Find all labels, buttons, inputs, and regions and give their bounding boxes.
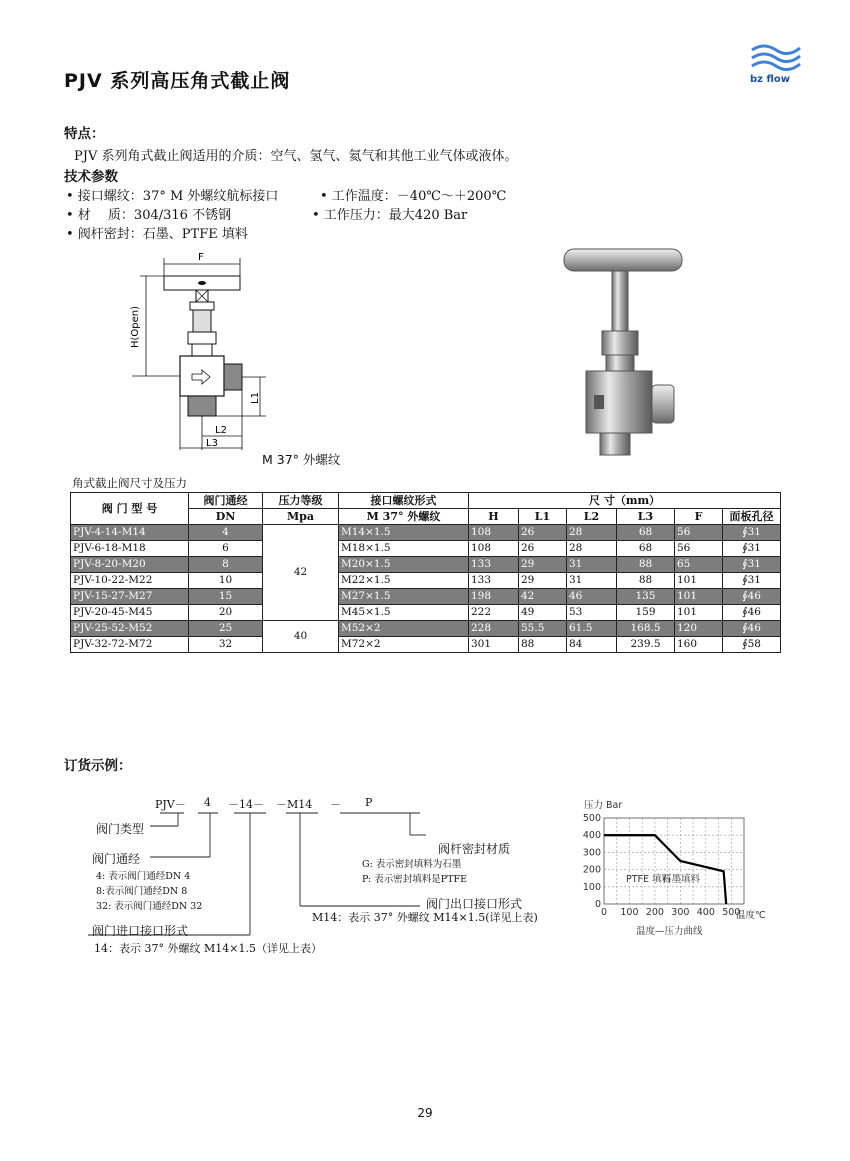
chart-xlabel: 温度℃ [736,910,766,921]
th-l3: L3 [617,509,675,525]
tech-item-material: • 材 质：304/316 不锈钢 [66,208,232,223]
th-thread-top: 接口螺纹形式 [339,493,469,509]
cell-l3: 135 [617,589,675,605]
page-title: PJV 系列高压角式截止阀 [64,70,291,92]
y-tick-label: 500 [582,813,601,824]
cell-h: 301 [469,637,519,653]
cell-h: 133 [469,573,519,589]
cell-thread: M27×1.5 [339,589,469,605]
cell-h: 108 [469,525,519,541]
code-part-inlet: －14－ [228,798,264,811]
tech-heading: 技术参数 [64,169,118,185]
y-tick-label: 100 [582,881,601,893]
code-part-dn: 4 [204,796,211,809]
cell-hole: ∮31 [723,525,781,541]
th-thread-bottom: M 37° 外螺纹 [339,509,469,525]
th-dn-bottom: DN [189,509,263,525]
cell-pressure: 40 [263,621,339,653]
cell-l3: 68 [617,525,675,541]
cell-f: 65 [675,557,723,573]
chart-title: 温度—压力曲线 [636,926,703,937]
cell-hole: ∮46 [723,621,781,637]
dim-label-l3: L3 [206,438,218,449]
cell-thread: M14×1.5 [339,525,469,541]
table-caption: 角式截止阀尺寸及压力 [72,476,187,490]
cell-f: 101 [675,573,723,589]
legend-ptfe: PTFE 填料 [626,874,672,885]
chart-ylabel: 压力 Bar [584,800,623,811]
cell-f: 101 [675,589,723,605]
code-part-sep: － [330,798,341,811]
dim-label-f: F [198,252,204,263]
cell-model: PJV-10-22-M22 [71,573,189,589]
cell-l2: 31 [567,557,617,573]
tech-item-pressure: • 工作压力：最大420 Bar [312,208,468,223]
th-hole: 面板孔径 [723,509,781,525]
outlet-desc: M14：表示 37° 外螺纹 M14×1.5(详见上表) [312,911,538,924]
code-part-outlet: －M14 [276,798,313,811]
cell-dn: 20 [189,605,263,621]
cell-l1: 42 [519,589,567,605]
plot-frame [604,818,744,904]
cell-h: 108 [469,541,519,557]
seal-item-p: P: 表示密封填料是PTFE [362,874,468,885]
drawing-caption: M 37° 外螺纹 [262,452,341,467]
label-bore: 阀门通经 [92,852,141,866]
tech-item-temperature: • 工作温度：－40℃～＋200℃ [320,189,507,204]
th-pressure-bottom: Mpa [263,509,339,525]
cell-model: PJV-6-18-M18 [71,541,189,557]
x-tick-label: 200 [645,907,664,918]
cell-dn: 15 [189,589,263,605]
tech-item-seal: • 阀杆密封：石墨、PTFE 填料 [66,227,248,242]
chart-grid [604,818,744,904]
tech-item-thread: • 接口螺纹：37° M 外螺纹航标接口 [66,189,279,204]
cell-thread: M45×1.5 [339,605,469,621]
cell-f: 56 [675,525,723,541]
cell-l1: 88 [519,637,567,653]
cell-hole: ∮46 [723,589,781,605]
bore-item-4: 4: 表示阀门通经DN 4 [96,871,191,882]
cell-f: 120 [675,621,723,637]
th-dn-top: 阀门通经 [189,493,263,509]
cell-model: PJV-8-20-M20 [71,557,189,573]
y-tick-label: 0 [594,899,601,910]
x-tick-label: 500 [722,907,741,918]
cell-f: 56 [675,541,723,557]
cell-hole: ∮31 [723,557,781,573]
x-tick-label: 300 [671,907,690,918]
cell-h: 222 [469,605,519,621]
brand-logo-text: bz flow [750,74,790,85]
th-f: F [675,509,723,525]
page-number: 29 [417,1106,433,1120]
cell-thread: M52×2 [339,621,469,637]
inlet-desc: 14：表示 37° 外螺纹 M14×1.5（详见上表） [94,942,322,955]
cell-model: PJV-20-45-M45 [71,605,189,621]
cell-l2: 53 [567,605,617,621]
cell-h: 133 [469,557,519,573]
cell-l2: 28 [567,525,617,541]
cell-dn: 32 [189,637,263,653]
cell-f: 101 [675,605,723,621]
cell-thread: M20×1.5 [339,557,469,573]
cell-thread: M72×2 [339,637,469,653]
cell-thread: M22×1.5 [339,573,469,589]
cell-hole: ∮46 [723,605,781,621]
cell-l2: 46 [567,589,617,605]
cell-dn: 8 [189,557,263,573]
cell-l1: 29 [519,573,567,589]
cell-l2: 61.5 [567,621,617,637]
cell-l3: 159 [617,605,675,621]
label-valve-type: 阀门类型 [96,822,145,836]
x-tick-label: 0 [600,907,608,918]
cell-h: 228 [469,621,519,637]
cell-model: PJV-32-72-M72 [71,637,189,653]
y-tick-label: 400 [582,830,601,842]
bore-item-32: 32: 表示阀门通经DN 32 [96,901,203,912]
th-l2: L2 [567,509,617,525]
features-heading: 特点： [64,126,105,142]
dim-label-l2: L2 [215,425,227,436]
cell-l1: 29 [519,557,567,573]
legend-graphite: 石墨填料 [662,874,701,885]
cell-l3: 168.5 [617,621,675,637]
cell-l2: 84 [567,637,617,653]
cell-l2: 31 [567,573,617,589]
th-dims: 尺 寸（mm） [469,493,781,509]
cell-hole: ∮31 [723,573,781,589]
cell-l1: 49 [519,605,567,621]
cell-l1: 55.5 [519,621,567,637]
features-text: PJV 系列角式截止阀适用的介质：空气、氢气、氦气和其他工业气体或液体。 [74,149,518,164]
cell-dn: 6 [189,541,263,557]
x-tick-label: 100 [620,907,639,918]
dim-label-l1: L1 [250,392,261,404]
cell-pressure: 42 [263,525,339,621]
cell-thread: M18×1.5 [339,541,469,557]
cell-l3: 88 [617,557,675,573]
cell-dn: 4 [189,525,263,541]
cell-f: 160 [675,637,723,653]
cell-l3: 239.5 [617,637,675,653]
cell-h: 198 [469,589,519,605]
cell-model: PJV-15-27-M27 [71,589,189,605]
cell-hole: ∮58 [723,637,781,653]
cell-model: PJV-25-52-M52 [71,621,189,637]
cell-l1: 26 [519,541,567,557]
code-part-prefix: PJV－ [155,798,186,811]
cell-dn: 25 [189,621,263,637]
label-outlet: 阀门出口接口形式 [426,897,523,911]
th-l1: L1 [519,509,567,525]
cell-l3: 68 [617,541,675,557]
label-seal: 阀杆密封材质 [438,842,511,856]
th-h: H [469,509,519,525]
th-model: 阀 门 型 号 [71,493,189,525]
code-part-seal: P [365,796,373,809]
label-inlet: 阀门进口接口形式 [92,924,189,938]
cell-model: PJV-4-14-M14 [71,525,189,541]
cell-hole: ∮31 [723,541,781,557]
pressure-temperature-chart [560,796,780,946]
x-tick-label: 400 [696,907,715,918]
cell-l3: 88 [617,573,675,589]
th-pressure-top: 压力等级 [263,493,339,509]
dim-label-h: H(Open) [130,305,141,348]
cell-l2: 28 [567,541,617,557]
bore-item-8: 8:表示阀门通经DN 8 [96,886,188,897]
cell-dn: 10 [189,573,263,589]
cell-l1: 26 [519,525,567,541]
y-tick-label: 200 [582,864,601,876]
ordering-heading: 订货示例： [64,758,132,774]
y-tick-label: 300 [582,847,601,859]
seal-item-g: G: 表示密封填料为石墨 [362,859,462,870]
